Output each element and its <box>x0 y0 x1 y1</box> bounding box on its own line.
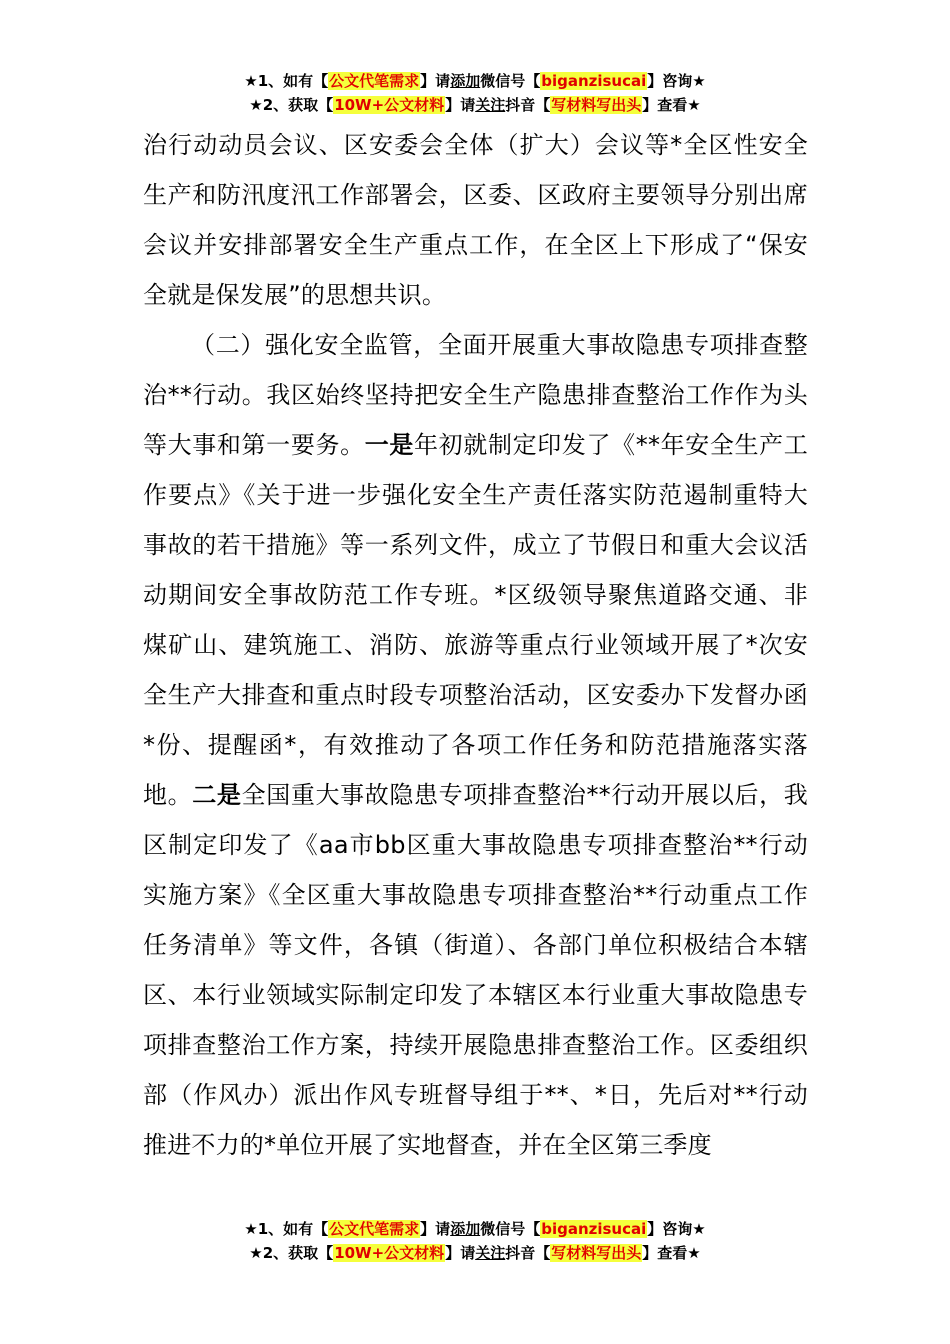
highlight-wechat-id: biganzisucai <box>541 72 647 90</box>
paragraph-2 <box>143 320 808 1170</box>
banner-text: 】咨询★ <box>647 1220 706 1238</box>
banner-underline-text: 添加 <box>450 1220 481 1238</box>
bold-marker: 二是 <box>192 781 242 809</box>
paragraph-text: 年初就制定印发了《**年安全生产工作要点》《关于进一步强化安全生产责任落实防范遏制重特大事故的若干措施》等一系列文件，成立了节假日和重大会议活动期间安全事故防范工作专班。*区级领导聚焦道路交通、非煤矿山、建筑施工、消防、旅游等重点行业领域开展了*次安全生产大排查和重点时段专项整治活动，区安委办下发督办函*份、提醒函*，有效推动了各项工作任务和防范措施落实落地。 <box>143 431 808 809</box>
header-banner-top <box>0 70 950 118</box>
highlight-materials: 10W+公文材料 <box>334 96 445 114</box>
footer-line-1 <box>0 1218 950 1242</box>
banner-underline-text: 关注 <box>475 1244 506 1262</box>
header-banner-bottom <box>0 1218 950 1266</box>
highlight-ghostwriting: 公文代笔需求 <box>329 72 420 90</box>
highlight-douyin: 写材料写出头 <box>551 1244 642 1262</box>
highlight-douyin: 写材料写出头 <box>551 96 642 114</box>
banner-text: 】查看★ <box>642 1244 701 1262</box>
banner-underline-text: 添加 <box>450 72 481 90</box>
paragraph-1: 治行动动员会议、区安委会全体（扩大）会议等*全区性安全生产和防汛度汛工作部署会，区委、区政府主要领导分别出席会议并安排部署安全生产重点工作，在全区上下形成了“保安全就是保发展”的思想共识。 <box>143 131 808 309</box>
banner-text: 微信号【 <box>480 72 541 90</box>
banner-text: ★1、如有【 <box>244 72 329 90</box>
banner-text: 微信号【 <box>480 1220 541 1238</box>
document-body <box>143 120 808 1170</box>
banner-text: 】查看★ <box>642 96 701 114</box>
banner-text: 】请 <box>420 1220 451 1238</box>
header-line-2 <box>0 94 950 118</box>
banner-underline-text: 关注 <box>475 96 506 114</box>
banner-text: 】咨询★ <box>647 72 706 90</box>
banner-text: 】请 <box>445 96 476 114</box>
bold-marker: 一是 <box>364 431 415 459</box>
header-line-1 <box>0 70 950 94</box>
banner-text: ★2、获取【 <box>249 96 334 114</box>
banner-text: 抖音【 <box>505 1244 551 1262</box>
paragraph-text: 全国重大事故隐患专项排查整治**行动开展以后，我区制定印发了《aa市bb区重大事故隐患专项排查整治**行动实施方案》《全区重大事故隐患专项排查整治**行动重点工作任务清单》等文件，各镇（街道）、各部门单位积极结合本辖区、本行业领域实际制定印发了本辖区本行业重大事故隐患专项排查整治工作方案，持续开展隐患排查整治工作。区委组织部（作风办）派出作风专班督导组于**、*日，先后对**行动推进不力的*单位开展了实地督查，并在全区第三季度 <box>143 781 808 1159</box>
banner-text: ★2、获取【 <box>249 1244 334 1262</box>
footer-line-2 <box>0 1242 950 1266</box>
paragraph-text: （二）强化安全监管，全面开展重大事故隐患专项排查整治**行动。我区始终坚持把安全生产隐患排查整治工作作为头等大事和第一要务。 <box>143 331 808 459</box>
banner-text: 】请 <box>420 72 451 90</box>
highlight-wechat-id: biganzisucai <box>541 1220 647 1238</box>
highlight-ghostwriting: 公文代笔需求 <box>329 1220 420 1238</box>
highlight-materials: 10W+公文材料 <box>334 1244 445 1262</box>
banner-text: ★1、如有【 <box>244 1220 329 1238</box>
banner-text: 抖音【 <box>505 96 551 114</box>
banner-text: 】请 <box>445 1244 476 1262</box>
